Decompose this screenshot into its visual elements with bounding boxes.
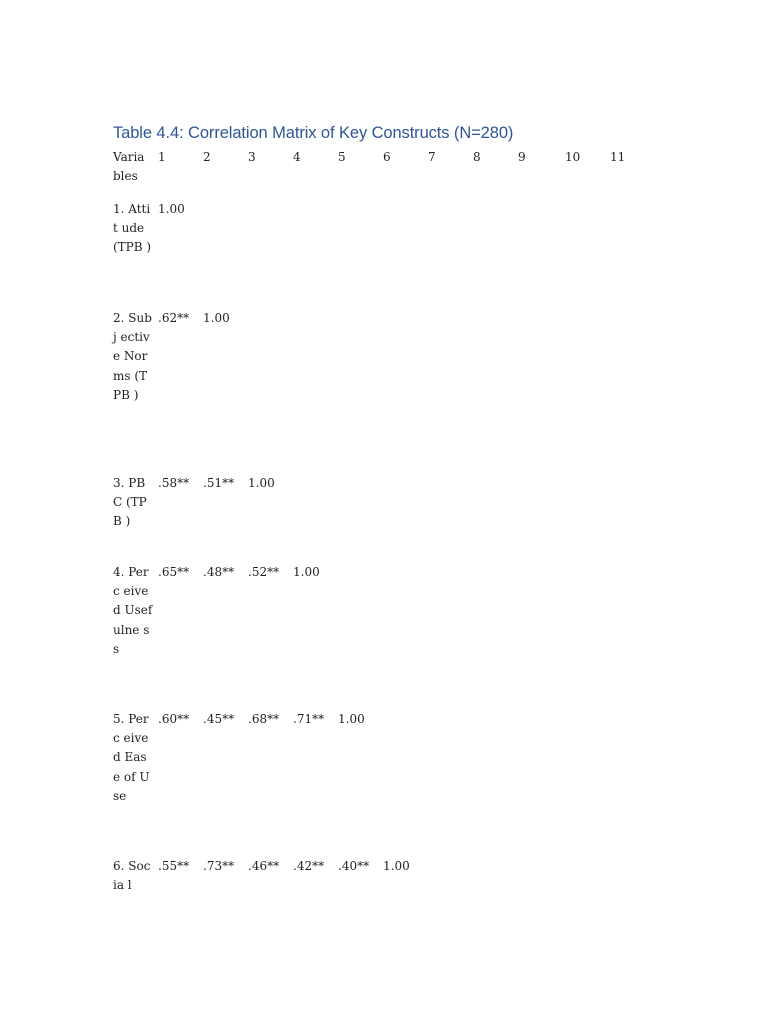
correlation-cell: .51** xyxy=(203,476,235,490)
correlation-cell: .71** xyxy=(293,712,325,726)
header-col-6: 6 xyxy=(383,150,391,164)
row-label: 6. Socia l xyxy=(113,859,151,893)
header-variables: Varia bles xyxy=(113,150,145,184)
correlation-cell: .40** xyxy=(338,859,370,873)
correlation-cell: .73** xyxy=(203,859,235,873)
row-label: 2. Subj ectiv e Nor ms (TPB ) xyxy=(113,311,152,402)
header-col-7: 7 xyxy=(428,150,436,164)
correlation-cell: 1.00 xyxy=(293,565,320,579)
correlation-cell: 1.00 xyxy=(338,712,365,726)
header-col-5: 5 xyxy=(338,150,346,164)
correlation-cell: 1.00 xyxy=(248,476,275,490)
header-col-11: 11 xyxy=(610,150,626,164)
correlation-cell: .52** xyxy=(248,565,280,579)
row-label: 1. Attit ude (TPB ) xyxy=(113,202,152,255)
row-label: 5. Perc eive d Ease of Use xyxy=(113,712,150,803)
correlation-cell: 1.00 xyxy=(203,311,230,325)
correlation-cell: .58** xyxy=(158,476,190,490)
correlation-cell: .48** xyxy=(203,565,235,579)
header-col-4: 4 xyxy=(293,150,301,164)
header-col-9: 9 xyxy=(518,150,526,164)
header-col-1: 1 xyxy=(158,150,166,164)
correlation-cell: 1.00 xyxy=(383,859,410,873)
correlation-cell: .60** xyxy=(158,712,190,726)
table-title: Table 4.4: Correlation Matrix of Key Constructs (N=280) xyxy=(113,124,514,142)
row-label: 3. PBC (TPB ) xyxy=(113,476,147,529)
correlation-cell: 1.00 xyxy=(158,202,185,216)
correlation-cell: .46** xyxy=(248,859,280,873)
correlation-cell: .55** xyxy=(158,859,190,873)
correlation-cell: .65** xyxy=(158,565,190,579)
header-col-10: 10 xyxy=(565,150,581,164)
header-col-3: 3 xyxy=(248,150,256,164)
row-label: 4. Perc eive d Usef ulne ss xyxy=(113,565,153,656)
correlation-cell: .68** xyxy=(248,712,280,726)
correlation-cell: .42** xyxy=(293,859,325,873)
header-col-2: 2 xyxy=(203,150,211,164)
correlation-cell: .62** xyxy=(158,311,190,325)
header-col-8: 8 xyxy=(473,150,481,164)
correlation-cell: .45** xyxy=(203,712,235,726)
